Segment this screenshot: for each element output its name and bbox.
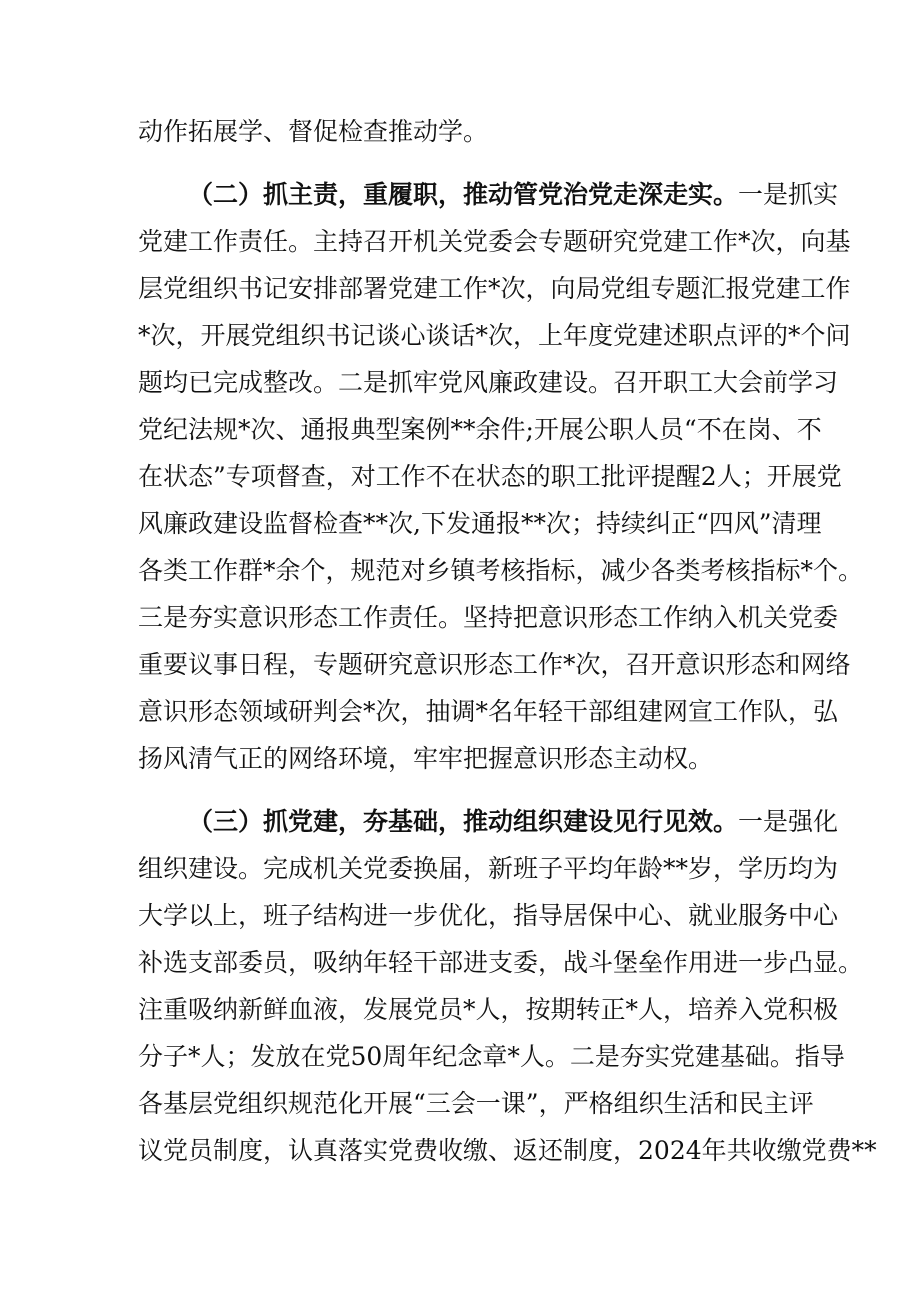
section-2-line-13: 扬风清气正的网络环境，牢牢把握意识形态主动权。 bbox=[138, 744, 714, 773]
section-2-heading-line bbox=[188, 175, 839, 215]
section-3-line-4: 补选支部委员，吸纳年轻干部进支委，战斗堡垒作用进一步凸显。 bbox=[138, 948, 864, 977]
paragraph-1-line-1: 动作拓展学、督促检查推动学。 bbox=[138, 117, 489, 146]
section-2-line-3: 层党组织书记安排部署党建工作*次，向局党组专题汇报党建工作 bbox=[138, 274, 851, 303]
section-3-heading-tail: 一是强化 bbox=[738, 807, 839, 836]
section-2-line-2: 党建工作责任。主持召开机关党委会专题研究党建工作*次，向基 bbox=[138, 227, 851, 256]
section-3-line-3: 大学以上，班子结构进一步优化，指导居保中心、就业服务中心 bbox=[138, 901, 839, 930]
section-2-line-9: 各类工作群*余个，规范对乡镇考核指标，减少各类考核指标*个。 bbox=[138, 556, 864, 585]
section-3-line-7: 各基层党组织规范化开展“三会一课”，严格组织生活和民主评 bbox=[138, 1089, 814, 1118]
section-2-line-10: 三是夯实意识形态工作责任。坚持把意识形态工作纳入机关党委 bbox=[138, 603, 839, 632]
section-2-line-7: 在状态”专项督查，对工作不在状态的职工批评提醒2人；开展党 bbox=[138, 462, 842, 491]
section-3-line-6: 分子*人；发放在党50周年纪念章*人。二是夯实党建基础。指导 bbox=[138, 1042, 845, 1071]
section-2-heading: （二）抓主责，重履职，推动管党治党走深走实。 bbox=[188, 180, 739, 209]
section-3-line-2: 组织建设。完成机关党委换届，新班子平均年龄**岁，学历均为 bbox=[138, 854, 839, 883]
section-2-heading-tail: 一是抓实 bbox=[738, 180, 839, 209]
section-2-line-11: 重要议事日程，专题研究意识形态工作*次，召开意识形态和网络 bbox=[138, 650, 851, 679]
section-3-heading-line bbox=[188, 802, 839, 842]
section-2-line-4: *次，开展党组织书记谈心谈话*次，上年度党建述职点评的*个问 bbox=[138, 321, 851, 350]
section-3-heading: （三）抓党建，夯基础，推动组织建设见行见效。 bbox=[188, 807, 739, 836]
section-2-line-12: 意识形态领域研判会*次，抽调*名年轻干部组建网宣工作队，弘 bbox=[138, 697, 839, 726]
section-2-line-5: 题均已完成整改。二是抓牢党风廉政建设。召开职工大会前学习 bbox=[138, 368, 839, 397]
section-3-line-8: 议党员制度，认真落实党费收缴、返还制度，2024年共收缴党费** bbox=[138, 1136, 877, 1165]
section-3-line-5: 注重吸纳新鲜血液，发展党员*人，按期转正*人，培养入党积极 bbox=[138, 995, 839, 1024]
section-2-line-8: 风廉政建设监督检查**次,下发通报**次；持续纠正“四风”清理 bbox=[138, 509, 822, 538]
section-2-line-6: 党纪法规*次、通报典型案例**余件;开展公职人员“不在岗、不 bbox=[138, 415, 822, 444]
